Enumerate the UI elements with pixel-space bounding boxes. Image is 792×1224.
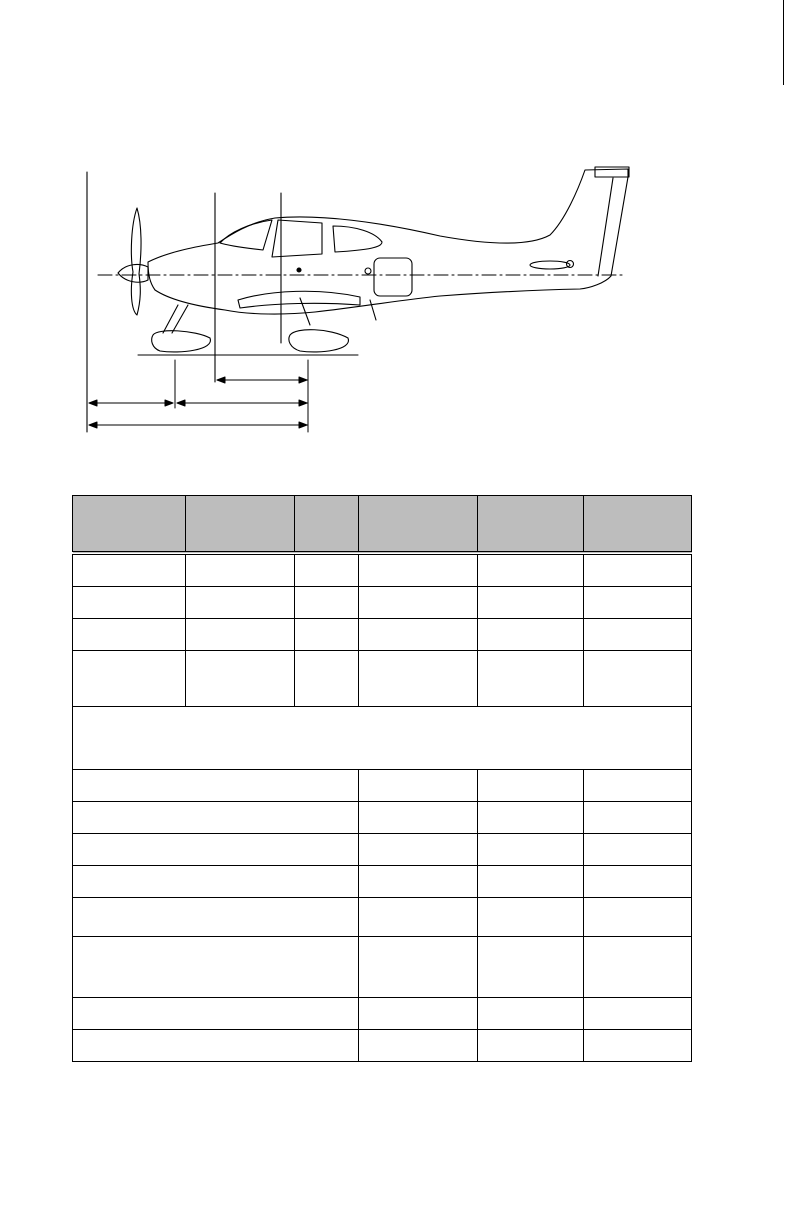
table-cell <box>477 866 583 898</box>
table-cell <box>359 770 477 802</box>
table-cell <box>583 898 691 937</box>
table-cell <box>583 866 691 898</box>
table-cell <box>583 998 691 1030</box>
table-cell <box>73 587 186 619</box>
table-row <box>73 619 692 651</box>
table-cell <box>477 619 583 651</box>
table-cell <box>73 834 359 866</box>
table-cell <box>73 1030 359 1062</box>
table-cell <box>477 651 583 707</box>
table-cell <box>73 866 359 898</box>
table-cell <box>359 898 477 937</box>
table-cell <box>73 802 359 834</box>
table-cell <box>295 587 359 619</box>
airplane-side-profile-icon <box>60 150 660 450</box>
table-cell <box>295 651 359 707</box>
weighing-data-table <box>72 495 692 1062</box>
cabin-window-front <box>272 220 322 257</box>
header-cell <box>295 496 359 554</box>
page-edge-tab <box>783 0 784 85</box>
table-cell <box>186 651 295 707</box>
table-row <box>73 898 692 937</box>
table-cell <box>583 651 691 707</box>
table-cell <box>477 998 583 1030</box>
table-note-cell <box>73 707 692 770</box>
nose-gear-strut <box>163 305 178 333</box>
table-row <box>73 834 692 866</box>
horizontal-stabilizer <box>530 261 570 269</box>
cabin-window-rear <box>333 226 382 252</box>
header-cell <box>359 496 477 554</box>
table-cell <box>359 866 477 898</box>
table-cell <box>359 651 477 707</box>
table-cell <box>73 937 359 998</box>
table-cell <box>583 802 691 834</box>
table-row <box>73 866 692 898</box>
header-cell <box>477 496 583 554</box>
antenna <box>370 300 376 320</box>
table-cell <box>359 553 477 587</box>
table-header-row <box>73 496 692 554</box>
table-cell <box>477 1030 583 1062</box>
aircraft-side-view-figure <box>60 150 660 450</box>
table-cell <box>359 834 477 866</box>
nose-wheel-fairing <box>152 331 211 352</box>
table-cell <box>186 553 295 587</box>
vertical-stabilizer-cap <box>595 167 629 177</box>
table-cell <box>359 937 477 998</box>
fuselage <box>148 169 628 314</box>
table-cell <box>295 553 359 587</box>
wing-root <box>238 291 360 308</box>
table-cell <box>295 619 359 651</box>
dimension-lines <box>89 360 308 432</box>
table-cell <box>73 651 186 707</box>
table-row <box>73 587 692 619</box>
table-row <box>73 651 692 707</box>
windshield <box>220 220 272 250</box>
table-cell <box>359 802 477 834</box>
table-cell <box>583 587 691 619</box>
table-cell <box>73 898 359 937</box>
table-cell <box>186 587 295 619</box>
propeller-blade <box>131 208 141 315</box>
table-cell <box>583 1030 691 1062</box>
main-gear-leg <box>300 298 310 325</box>
table-cell <box>359 998 477 1030</box>
table-row <box>73 553 692 587</box>
table-cell <box>73 553 186 587</box>
table-row <box>73 998 692 1030</box>
rudder-hinge <box>598 178 613 276</box>
nose-gear-strut-2 <box>172 305 188 333</box>
table-row <box>73 1030 692 1062</box>
table-row <box>73 770 692 802</box>
main-wheel-fairing <box>289 330 349 352</box>
table-cell <box>73 619 186 651</box>
table-cell <box>477 587 583 619</box>
table-cell <box>477 802 583 834</box>
table-cell <box>583 619 691 651</box>
table-cell <box>477 898 583 937</box>
table-cell <box>186 619 295 651</box>
table-cell <box>583 834 691 866</box>
table-cell <box>73 770 359 802</box>
table-cell <box>477 834 583 866</box>
table-cell <box>477 770 583 802</box>
table-cell <box>73 998 359 1030</box>
door-handle <box>297 268 301 272</box>
table-row <box>73 937 692 998</box>
static-port <box>365 268 371 274</box>
table-cell <box>359 1030 477 1062</box>
table-cell <box>477 937 583 998</box>
header-cell <box>583 496 691 554</box>
header-cell <box>73 496 186 554</box>
table-cell <box>583 937 691 998</box>
table-note-row <box>73 707 692 770</box>
table-cell <box>477 553 583 587</box>
table-row <box>73 802 692 834</box>
table-cell <box>583 553 691 587</box>
table-cell <box>359 587 477 619</box>
table-cell <box>583 770 691 802</box>
table-cell <box>359 619 477 651</box>
header-cell <box>186 496 295 554</box>
baggage-door <box>374 258 412 296</box>
